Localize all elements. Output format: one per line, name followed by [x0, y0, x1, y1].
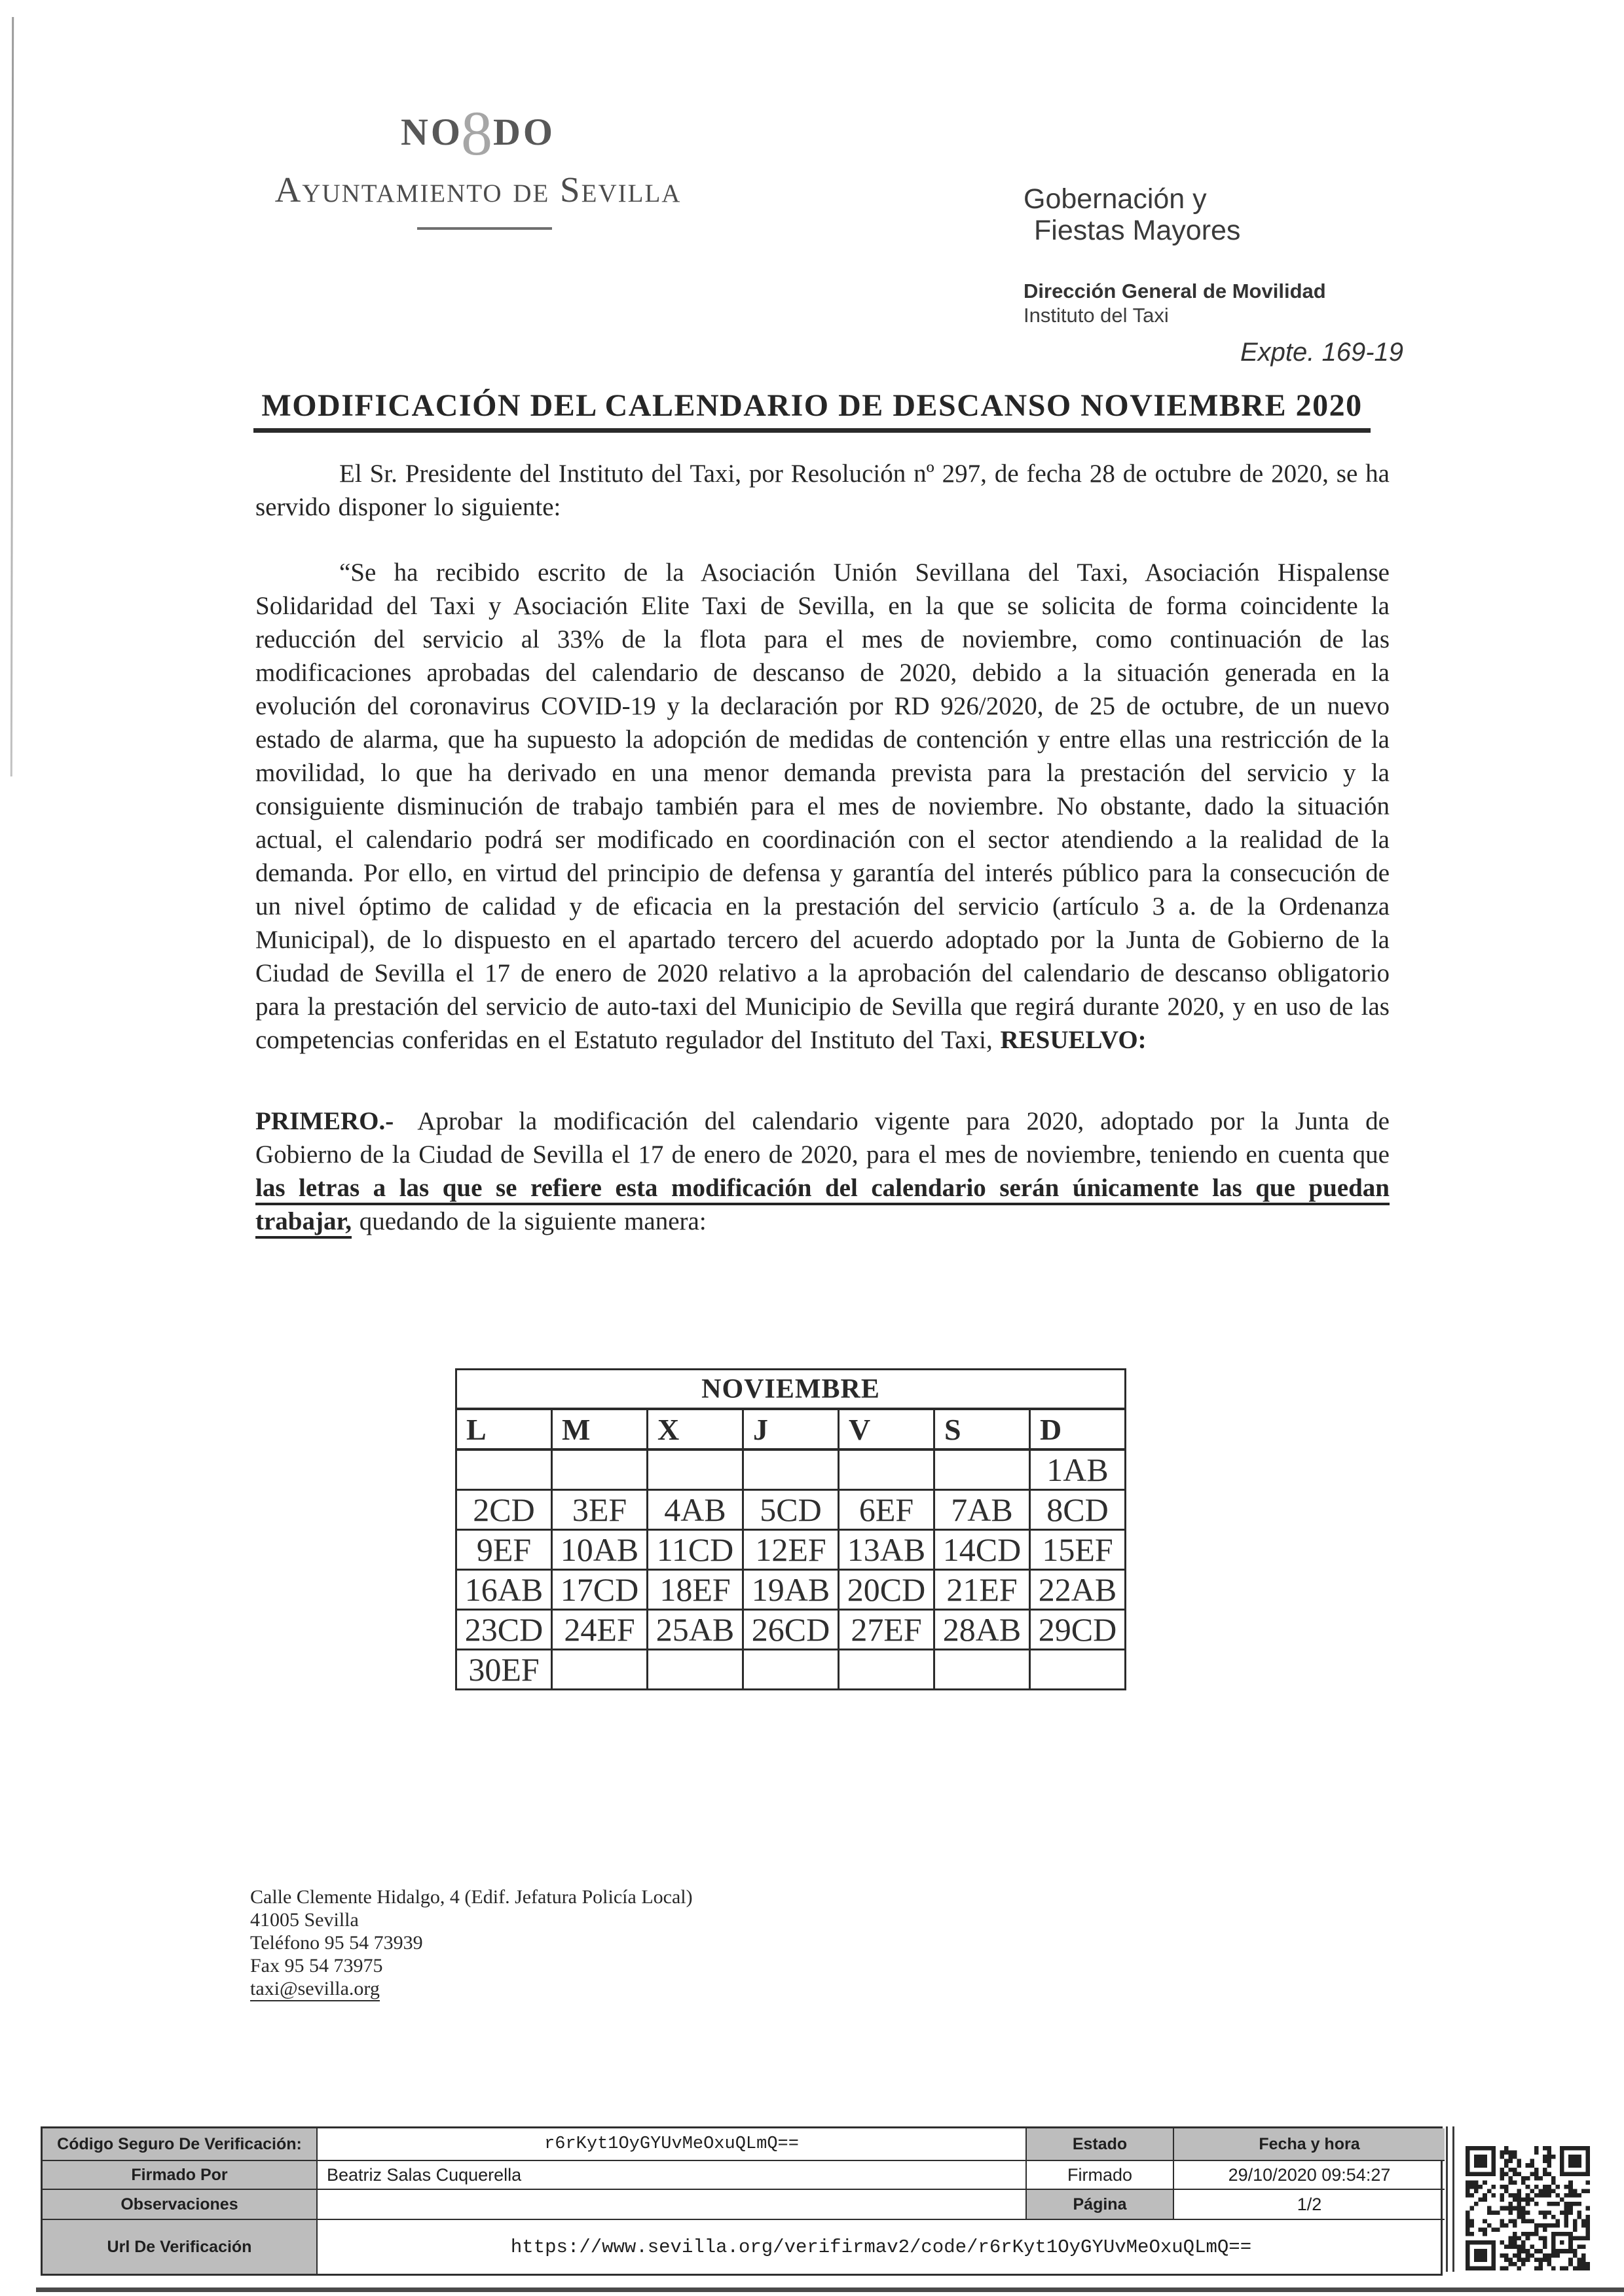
calendar-day-cell: 8CD — [1030, 1490, 1126, 1530]
contact-fax: Fax 95 54 73975 — [250, 1955, 383, 1977]
department-line2: Fiestas Mayores — [1034, 215, 1241, 246]
calendar-day-cell: 16AB — [456, 1570, 552, 1610]
calendar-day-cell: 10AB — [552, 1530, 648, 1570]
estado-label: Estado — [1027, 2128, 1174, 2161]
calendar-day-cell — [839, 1449, 934, 1490]
contact-address-line1: Calle Clemente Hidalgo, 4 (Edif. Jefatura Policía Local) — [250, 1886, 693, 1908]
calendar-day-cell: 7AB — [934, 1490, 1030, 1530]
calendar-day-cell — [648, 1449, 743, 1490]
calendar-day-cell: 17CD — [552, 1570, 648, 1610]
calendar-day-cell: 12EF — [743, 1530, 839, 1570]
estado-value: Firmado — [1027, 2161, 1174, 2190]
department-block — [1024, 183, 1403, 367]
nosdo-logo: NO8DO — [401, 98, 555, 168]
fecha-label: Fecha y hora — [1174, 2128, 1445, 2161]
calendar-day-cell — [1030, 1650, 1126, 1690]
calendar-day-cell: 22AB — [1030, 1570, 1126, 1610]
calendar-day-cell: 20CD — [839, 1570, 934, 1610]
calendar-day-header: X — [648, 1409, 743, 1449]
body-paragraph: El Sr. Presidente del Instituto del Taxi, por Resolución nº 297, de fecha 28 de octubre de 2020, se ha servido disponer lo siguiente: — [255, 460, 1390, 521]
department-line1: Gobernación y — [1024, 183, 1207, 215]
fecha-value: 29/10/2020 09:54:27 — [1174, 2161, 1445, 2190]
calendar-day-cell: 1AB — [1030, 1449, 1126, 1490]
calendar-day-header: D — [1030, 1409, 1126, 1449]
calendar-day-cell: 6EF — [839, 1490, 934, 1530]
scan-artifact-bottom-edge — [36, 2287, 1624, 2292]
url-label: Url De Verificación — [43, 2220, 318, 2274]
calendar-day-cell: 3EF — [552, 1490, 648, 1530]
november-calendar-table — [455, 1368, 1126, 1690]
calendar-day-cell: 30EF — [456, 1650, 552, 1690]
calendar-day-cell: 25AB — [648, 1610, 743, 1650]
calendar-day-cell — [552, 1449, 648, 1490]
calendar-day-header: L — [456, 1409, 552, 1449]
calendar-day-cell: 5CD — [743, 1490, 839, 1530]
contact-phone: Teléfono 95 54 73939 — [250, 1932, 423, 1954]
logo-text-do: DO — [493, 111, 555, 153]
signature-verification-table — [41, 2126, 1443, 2276]
organization-name: Ayuntamiento de Sevilla — [274, 170, 682, 210]
csv-label: Código Seguro De Verificación: — [43, 2128, 318, 2161]
calendar-day-cell: 15EF — [1030, 1530, 1126, 1570]
calendar-month-title: NOVIEMBRE — [456, 1370, 1126, 1410]
calendar-day-cell: 26CD — [743, 1610, 839, 1650]
calendar-day-header: S — [934, 1409, 1030, 1449]
calendar-day-cell — [839, 1650, 934, 1690]
body-paragraph: “Se ha recibido escrito de la Asociación Unión Sevillana del Taxi, Asociación Hispalense Solidaridad del Taxi y Asociación Elite Taxi de Sevilla, en la que se solicita de forma coincidente la reducción del servicio al 33% de la flota para el mes de noviembre, como continuación de las modificaciones aprobadas del calendario de descanso de 2020, debido a la situación generada en la evolución del coronavirus COVID-19 y la declaración por RD 926/2020, de 25 de octubre, de un nuevo estado de alarma, que ha supuesto la adopción de medidas de contención y entre ellas una restricción de la movilidad, lo que ha derivado en una menor demanda prevista para la prestación del servicio y la consiguiente disminución de trabajo también para el mes de noviembre. No obstante, dado la situación actual, el calendario podrá ser modificado en coordinación con el sector atendiendo a la realidad de la demanda. Por ello, en virtud del principio de defensa y garantía del interés público para la consecución de un nivel óptimo de calidad y de eficacia en la prestación del servicio (artículo 3 a. de la Ordenanza Municipal), de lo dispuesto en el apartado tercero del acuerdo adoptado por la Junta de Gobierno de la Ciudad de Sevilla el 17 de enero de 2020 relativo a la aprobación del calendario de descanso obligatorio para la prestación del servicio de auto-taxi del Municipio de Sevilla que regirá durante 2020, y en uso de las competencias conferidas en el Estatuto regulador del Instituto del Taxi, RESUELVO: — [255, 558, 1390, 1054]
calendar-day-cell: 13AB — [839, 1530, 934, 1570]
csv-value: r6rKyt1OyGYUvMeOxuQLmQ== — [318, 2128, 1027, 2161]
scan-artifact-left-line — [10, 17, 14, 776]
file-reference: Expte. 169-19 — [1240, 338, 1403, 367]
document-body — [255, 457, 1390, 1270]
calendar-day-cell: 18EF — [648, 1570, 743, 1610]
calendar-day-cell — [552, 1650, 648, 1690]
calendar-day-cell: 21EF — [934, 1570, 1030, 1610]
calendar-day-cell — [648, 1650, 743, 1690]
calendar-day-cell — [743, 1449, 839, 1490]
observations-label: Observaciones — [43, 2190, 318, 2220]
url-value: https://www.sevilla.org/verifirmav2/code/r6rKyt1OyGYUvMeOxuQLmQ== — [510, 2236, 1252, 2258]
direction-general: Dirección General de Movilidad — [1024, 280, 1326, 302]
body-paragraph: PRIMERO.- Aprobar la modificación del calendario vigente para 2020, adoptado por la Junta de Gobierno de la Ciudad de Sevilla el 17 de enero de 2020, para el mes de noviembre, teniendo en cuenta que las letras a las que se refiere esta modificación del calendario serán únicamente las que puedan trabajar, quedando de la siguiente manera: — [255, 1104, 1390, 1238]
contact-email: taxi@sevilla.org — [250, 1978, 380, 2001]
calendar-day-header: M — [552, 1409, 648, 1449]
calendar-day-cell: 14CD — [934, 1530, 1030, 1570]
contact-address-line2: 41005 Sevilla — [250, 1909, 359, 1931]
calendar-day-header: V — [839, 1409, 934, 1449]
calendar-day-cell: 28AB — [934, 1610, 1030, 1650]
calendar-day-header: J — [743, 1409, 839, 1449]
calendar-day-cell: 23CD — [456, 1610, 552, 1650]
logo-divider-rule — [417, 227, 552, 230]
calendar-day-cell — [934, 1449, 1030, 1490]
calendar-day-cell: 19AB — [743, 1570, 839, 1610]
calendar-day-cell: 9EF — [456, 1530, 552, 1570]
contact-block — [250, 1886, 693, 2000]
pagina-label: Página — [1027, 2190, 1174, 2220]
calendar-day-cell: 2CD — [456, 1490, 552, 1530]
calendar-day-cell: 11CD — [648, 1530, 743, 1570]
signed-by-value: Beatriz Salas Cuquerella — [318, 2161, 1027, 2190]
calendar-day-cell — [934, 1650, 1030, 1690]
calendar-day-cell: 4AB — [648, 1490, 743, 1530]
calendar-day-cell: 27EF — [839, 1610, 934, 1650]
calendar-day-cell: 24EF — [552, 1610, 648, 1650]
calendar-day-cell: 29CD — [1030, 1610, 1126, 1650]
qr-code — [1466, 2146, 1590, 2270]
calendar-day-cell — [743, 1650, 839, 1690]
signed-by-label: Firmado Por — [43, 2161, 318, 2190]
logo-text-no: NO — [401, 111, 463, 153]
pagina-value: 1/2 — [1174, 2190, 1445, 2220]
verification-qr-divider — [1446, 2126, 1454, 2272]
observations-value — [318, 2190, 1027, 2220]
calendar-day-cell — [456, 1449, 552, 1490]
institute-name: Instituto del Taxi — [1024, 304, 1169, 327]
document-title: MODIFICACIÓN DEL CALENDARIO DE DESCANSO NOVIEMBRE 2020 — [131, 388, 1493, 433]
